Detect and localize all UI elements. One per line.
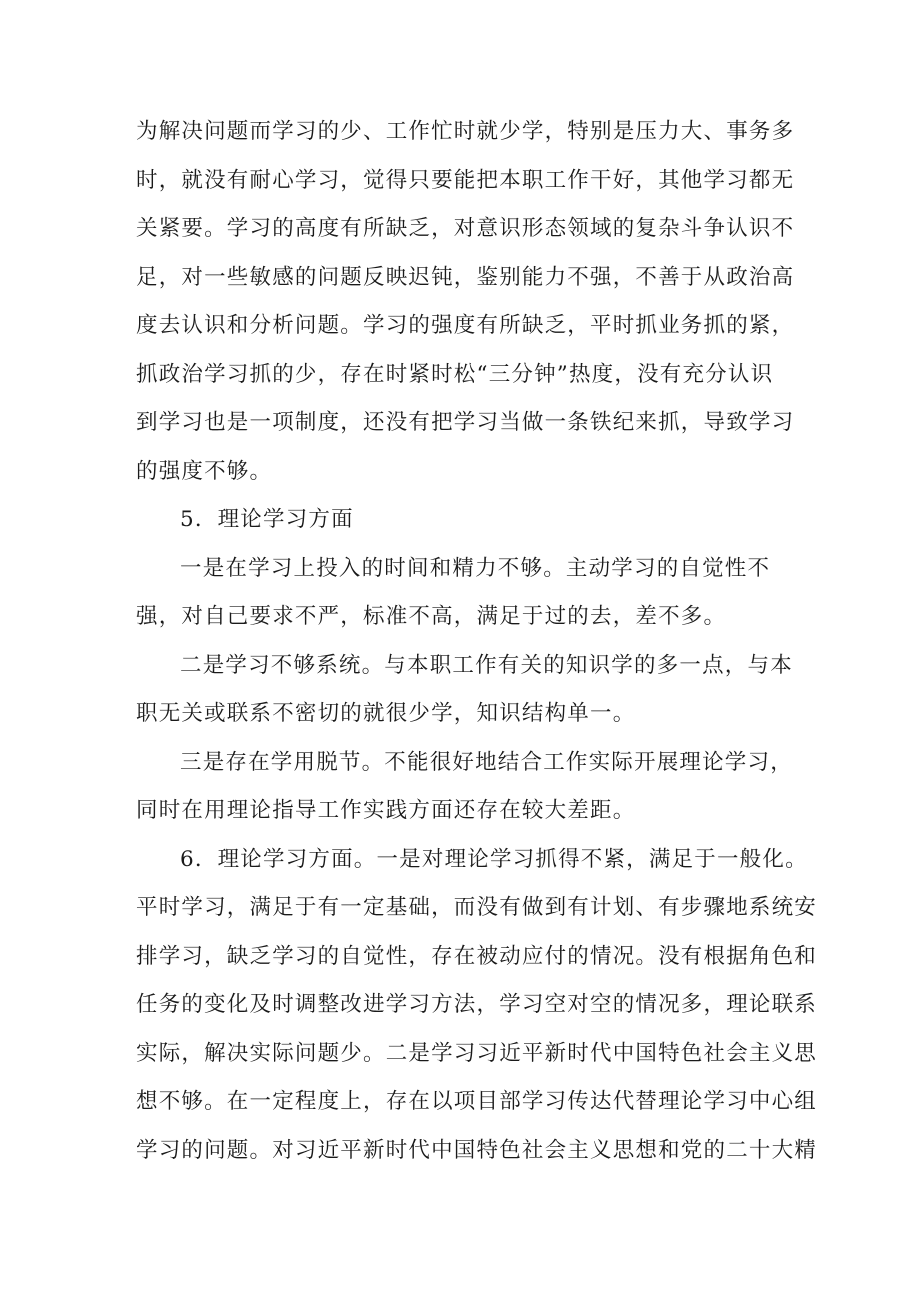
text-line: 一是在学习上投入的时间和精力不够。主动学习的自觉性不	[180, 555, 771, 581]
text-line: 任务的变化及时调整改进学习方法，学习空对空的情况多，理论联系	[136, 992, 818, 1017]
text-line: 抓政治学习抓的少，存在时紧时松“三分钟”热度，没有充分认识	[136, 361, 774, 387]
text-line: 想不够。在一定程度上，存在以项目部学习传达代替理论学习中心组	[136, 1089, 818, 1114]
text-line: 度去认识和分析问题。学习的强度有所缺乏，平时抓业务抓的紧，	[136, 313, 795, 338]
text-line: 到学习也是一项制度，还没有把学习当做一条铁纪来抓，导致学习	[136, 410, 795, 435]
text-line: 同时在用理论指导工作实践方面还存在较大差距。	[136, 798, 636, 823]
text-line: 三是存在学用脱节。不能很好地结合工作实际开展理论学习，	[180, 749, 793, 775]
section-heading: 5．理论学习方面	[180, 507, 354, 532]
section-heading: 6．理论学习方面。一是对理论学习抓得不紧，满足于一般化。	[180, 846, 808, 872]
text-line: 时，就没有耐心学习，觉得只要能把本职工作干好，其他学习都无	[136, 167, 795, 193]
text-line: 排学习，缺乏学习的自觉性，存在被动应付的情况。没有根据角色和	[136, 943, 818, 969]
document-body	[136, 108, 818, 1175]
text-line: 的强度不够。	[136, 458, 273, 484]
text-line: 二是学习不够系统。与本职工作有关的知识学的多一点，与本	[180, 652, 793, 678]
text-line: 为解决问题而学习的少、工作忙时就少学，特别是压力大、事务多	[136, 119, 795, 144]
text-line: 足，对一些敏感的问题反映迟钝，鉴别能力不强，不善于从政治高	[136, 264, 795, 290]
text-line: 实际，解决实际问题少。二是学习习近平新时代中国特色社会主义思	[136, 1040, 818, 1066]
text-line: 平时学习，满足于有一定基础，而没有做到有计划、有步骤地系统安	[136, 895, 818, 920]
text-line: 强，对自己要求不严，标准不高，满足于过的去，差不多。	[136, 604, 727, 629]
text-line: 学习的问题。对习近平新时代中国特色社会主义思想和党的二十大精	[136, 1137, 818, 1163]
text-line: 职无关或联系不密切的就很少学，知识结构单一。	[136, 701, 636, 726]
text-line: 关紧要。学习的高度有所缺乏，对意识形态领域的复杂斗争认识不	[136, 216, 795, 241]
